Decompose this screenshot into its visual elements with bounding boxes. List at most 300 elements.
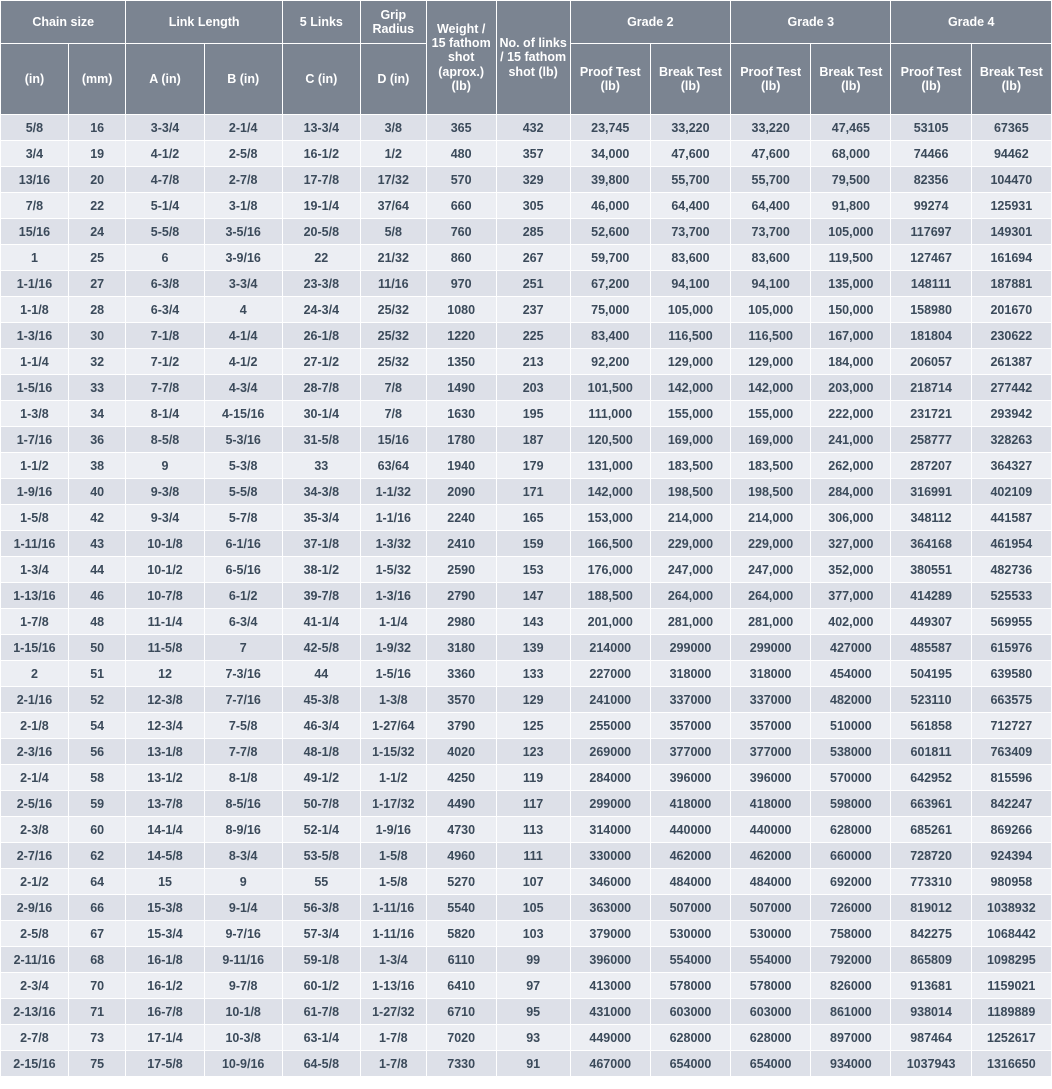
table-row — [1, 687, 1052, 713]
table-cell: 284000 — [570, 765, 650, 791]
table-cell: 1252617 — [971, 1025, 1051, 1051]
table-cell: 3180 — [426, 635, 496, 661]
table-cell: 561858 — [891, 713, 971, 739]
table-cell: 5/8 — [360, 219, 426, 245]
table-cell: 1-3/4 — [360, 947, 426, 973]
table-row — [1, 115, 1052, 141]
table-cell: 654000 — [650, 1051, 730, 1077]
table-cell: 1159021 — [971, 973, 1051, 999]
table-cell: 97 — [496, 973, 570, 999]
table-row — [1, 635, 1052, 661]
table-cell: 64 — [68, 869, 126, 895]
table-cell: 860 — [426, 245, 496, 271]
table-cell: 149301 — [971, 219, 1051, 245]
table-cell: 166,500 — [570, 531, 650, 557]
table-cell: 30 — [68, 323, 126, 349]
table-cell: 2-1/2 — [1, 869, 69, 895]
table-row — [1, 141, 1052, 167]
table-cell: 135,000 — [811, 271, 891, 297]
table-cell: 142,000 — [650, 375, 730, 401]
table-cell: 1098295 — [971, 947, 1051, 973]
table-cell: 861000 — [811, 999, 891, 1025]
table-cell: 1-1/2 — [1, 453, 69, 479]
table-cell: 2980 — [426, 609, 496, 635]
table-cell: 120,500 — [570, 427, 650, 453]
table-cell: 1-5/8 — [1, 505, 69, 531]
table-cell: 55,700 — [650, 167, 730, 193]
table-cell: 8-3/4 — [204, 843, 282, 869]
table-cell: 17-7/8 — [282, 167, 360, 193]
table-cell: 195 — [496, 401, 570, 427]
table-cell: 24 — [68, 219, 126, 245]
table-cell: 462000 — [731, 843, 811, 869]
table-cell: 7/8 — [1, 193, 69, 219]
table-cell: 826000 — [811, 973, 891, 999]
table-cell: 628000 — [811, 817, 891, 843]
table-cell: 99 — [496, 947, 570, 973]
table-cell: 8-1/4 — [126, 401, 204, 427]
table-cell: 2790 — [426, 583, 496, 609]
header-group-chain-size: Chain size — [1, 1, 126, 44]
table-cell: 9 — [204, 869, 282, 895]
table-cell: 28 — [68, 297, 126, 323]
table-cell: 71 — [68, 999, 126, 1025]
table-cell: 6-5/16 — [204, 557, 282, 583]
table-row — [1, 453, 1052, 479]
table-cell: 2-1/16 — [1, 687, 69, 713]
table-cell: 7-7/8 — [204, 739, 282, 765]
table-cell: 2-13/16 — [1, 999, 69, 1025]
table-row — [1, 661, 1052, 687]
table-cell: 454000 — [811, 661, 891, 687]
table-cell: 8-5/8 — [126, 427, 204, 453]
table-cell: 67,200 — [570, 271, 650, 297]
table-cell: 4-1/2 — [204, 349, 282, 375]
table-cell: 507000 — [731, 895, 811, 921]
table-cell: 37-1/8 — [282, 531, 360, 557]
table-cell: 247,000 — [650, 557, 730, 583]
table-cell: 51 — [68, 661, 126, 687]
table-cell: 5/8 — [1, 115, 69, 141]
table-cell: 1-7/8 — [360, 1051, 426, 1077]
table-cell: 364327 — [971, 453, 1051, 479]
table-cell: 1/2 — [360, 141, 426, 167]
table-cell: 4-3/4 — [204, 375, 282, 401]
table-cell: 2-3/16 — [1, 739, 69, 765]
table-cell: 104470 — [971, 167, 1051, 193]
table-cell: 251 — [496, 271, 570, 297]
table-cell: 111,000 — [570, 401, 650, 427]
table-cell: 153,000 — [570, 505, 650, 531]
table-cell: 287207 — [891, 453, 971, 479]
table-cell: 44 — [282, 661, 360, 687]
table-cell: 2-5/16 — [1, 791, 69, 817]
table-cell: 663961 — [891, 791, 971, 817]
table-row — [1, 323, 1052, 349]
table-cell: 73,700 — [650, 219, 730, 245]
table-cell: 628000 — [731, 1025, 811, 1051]
table-cell: 61-7/8 — [282, 999, 360, 1025]
table-cell: 101,500 — [570, 375, 650, 401]
table-cell: 1-11/16 — [360, 921, 426, 947]
table-cell: 241000 — [570, 687, 650, 713]
table-cell: 27-1/2 — [282, 349, 360, 375]
table-cell: 64,400 — [731, 193, 811, 219]
table-cell: 4-15/16 — [204, 401, 282, 427]
table-cell: 13-7/8 — [126, 791, 204, 817]
table-cell: 5-1/4 — [126, 193, 204, 219]
table-cell: 418000 — [650, 791, 730, 817]
table-cell: 601811 — [891, 739, 971, 765]
table-cell: 66 — [68, 895, 126, 921]
table-cell: 819012 — [891, 895, 971, 921]
table-cell: 482000 — [811, 687, 891, 713]
table-cell: 34-3/8 — [282, 479, 360, 505]
table-cell: 728720 — [891, 843, 971, 869]
table-row — [1, 999, 1052, 1025]
table-cell: 938014 — [891, 999, 971, 1025]
table-cell: 554000 — [650, 947, 730, 973]
table-cell: 35-3/4 — [282, 505, 360, 531]
table-cell: 441587 — [971, 505, 1051, 531]
table-cell: 281,000 — [731, 609, 811, 635]
table-cell: 58 — [68, 765, 126, 791]
table-cell: 530000 — [650, 921, 730, 947]
table-cell: 1-5/32 — [360, 557, 426, 583]
table-cell: 28-7/8 — [282, 375, 360, 401]
table-cell: 47,600 — [650, 141, 730, 167]
table-cell: 15 — [126, 869, 204, 895]
table-cell: 16-7/8 — [126, 999, 204, 1025]
table-cell: 1-5/16 — [1, 375, 69, 401]
table-cell: 530000 — [731, 921, 811, 947]
table-cell: 5270 — [426, 869, 496, 895]
table-cell: 2-7/8 — [1, 1025, 69, 1051]
table-cell: 116,500 — [731, 323, 811, 349]
table-cell: 2-1/8 — [1, 713, 69, 739]
table-cell: 6-3/4 — [204, 609, 282, 635]
table-cell: 7-1/2 — [126, 349, 204, 375]
table-cell: 3-5/16 — [204, 219, 282, 245]
table-cell: 504195 — [891, 661, 971, 687]
table-cell: 9-7/8 — [204, 973, 282, 999]
table-cell: 201670 — [971, 297, 1051, 323]
table-cell: 5820 — [426, 921, 496, 947]
table-cell: 82356 — [891, 167, 971, 193]
table-cell: 1-27/32 — [360, 999, 426, 1025]
table-cell: 23-3/8 — [282, 271, 360, 297]
table-cell: 56 — [68, 739, 126, 765]
table-cell: 1 — [1, 245, 69, 271]
table-cell: 3-3/4 — [126, 115, 204, 141]
table-cell: 449000 — [570, 1025, 650, 1051]
table-cell: 337000 — [731, 687, 811, 713]
table-cell: 68,000 — [811, 141, 891, 167]
table-cell: 5-3/8 — [204, 453, 282, 479]
table-cell: 934000 — [811, 1051, 891, 1077]
table-cell: 1-3/4 — [1, 557, 69, 583]
header-group-no-of-links: No. of links / 15 fathom shot (lb) — [496, 1, 570, 115]
table-cell: 7/8 — [360, 401, 426, 427]
table-header — [1, 1, 1052, 115]
table-row — [1, 583, 1052, 609]
header-chain-size-in: (in) — [1, 44, 69, 115]
table-body — [1, 115, 1052, 1077]
table-cell: 213 — [496, 349, 570, 375]
table-cell: 22 — [68, 193, 126, 219]
table-cell: 427000 — [811, 635, 891, 661]
table-cell: 299000 — [650, 635, 730, 661]
table-cell: 62 — [68, 843, 126, 869]
table-cell: 44 — [68, 557, 126, 583]
table-cell: 64-5/8 — [282, 1051, 360, 1077]
table-cell: 33 — [68, 375, 126, 401]
table-cell: 396000 — [650, 765, 730, 791]
table-cell: 55 — [282, 869, 360, 895]
table-cell: 12-3/4 — [126, 713, 204, 739]
table-cell: 32 — [68, 349, 126, 375]
table-cell: 924394 — [971, 843, 1051, 869]
table-cell: 1-3/16 — [1, 323, 69, 349]
table-cell: 8-5/16 — [204, 791, 282, 817]
table-cell: 1-7/8 — [360, 1025, 426, 1051]
table-cell: 148111 — [891, 271, 971, 297]
table-cell: 578000 — [650, 973, 730, 999]
table-cell: 262,000 — [811, 453, 891, 479]
table-cell: 1-13/16 — [1, 583, 69, 609]
table-cell: 10-3/8 — [204, 1025, 282, 1051]
table-cell: 396000 — [570, 947, 650, 973]
table-cell: 129,000 — [650, 349, 730, 375]
table-cell: 131,000 — [570, 453, 650, 479]
table-cell: 663575 — [971, 687, 1051, 713]
table-cell: 377000 — [650, 739, 730, 765]
table-cell: 4 — [204, 297, 282, 323]
table-cell: 119 — [496, 765, 570, 791]
table-cell: 432 — [496, 115, 570, 141]
table-cell: 414289 — [891, 583, 971, 609]
table-cell: 46-3/4 — [282, 713, 360, 739]
table-cell: 47,600 — [731, 141, 811, 167]
table-cell: 7-7/16 — [204, 687, 282, 713]
header-grade3-proof-test: Proof Test (lb) — [731, 44, 811, 115]
table-cell: 6710 — [426, 999, 496, 1025]
table-cell: 7020 — [426, 1025, 496, 1051]
table-cell: 7-1/8 — [126, 323, 204, 349]
table-cell: 2590 — [426, 557, 496, 583]
table-cell: 1490 — [426, 375, 496, 401]
table-cell: 314000 — [570, 817, 650, 843]
table-cell: 247,000 — [731, 557, 811, 583]
table-cell: 33 — [282, 453, 360, 479]
table-cell: 2090 — [426, 479, 496, 505]
table-cell: 380551 — [891, 557, 971, 583]
table-row — [1, 245, 1052, 271]
table-cell: 7 — [204, 635, 282, 661]
table-row — [1, 401, 1052, 427]
table-cell: 111 — [496, 843, 570, 869]
table-cell: 1-1/16 — [360, 505, 426, 531]
table-cell: 150,000 — [811, 297, 891, 323]
table-cell: 1-5/16 — [360, 661, 426, 687]
table-cell: 461954 — [971, 531, 1051, 557]
table-cell: 792000 — [811, 947, 891, 973]
table-cell: 155,000 — [650, 401, 730, 427]
table-cell: 165 — [496, 505, 570, 531]
table-cell: 277442 — [971, 375, 1051, 401]
table-cell: 107 — [496, 869, 570, 895]
table-cell: 125 — [496, 713, 570, 739]
table-cell: 603000 — [650, 999, 730, 1025]
table-cell: 402,000 — [811, 609, 891, 635]
table-cell: 45-3/8 — [282, 687, 360, 713]
table-cell: 25 — [68, 245, 126, 271]
table-cell: 241,000 — [811, 427, 891, 453]
table-cell: 815596 — [971, 765, 1051, 791]
table-cell: 55,700 — [731, 167, 811, 193]
table-cell: 83,400 — [570, 323, 650, 349]
table-cell: 159 — [496, 531, 570, 557]
table-cell: 19 — [68, 141, 126, 167]
table-cell: 161694 — [971, 245, 1051, 271]
table-cell: 179 — [496, 453, 570, 479]
table-cell: 305 — [496, 193, 570, 219]
table-cell: 15-3/4 — [126, 921, 204, 947]
table-cell: 53-5/8 — [282, 843, 360, 869]
table-cell: 60-1/2 — [282, 973, 360, 999]
table-cell: 70 — [68, 973, 126, 999]
table-cell: 79,500 — [811, 167, 891, 193]
table-cell: 1-3/8 — [360, 687, 426, 713]
table-cell: 413000 — [570, 973, 650, 999]
table-cell: 169,000 — [650, 427, 730, 453]
table-row — [1, 791, 1052, 817]
table-cell: 16-1/2 — [126, 973, 204, 999]
table-cell: 578000 — [731, 973, 811, 999]
table-cell: 462000 — [650, 843, 730, 869]
header-grade4-proof-test: Proof Test (lb) — [891, 44, 971, 115]
table-row — [1, 297, 1052, 323]
table-cell: 40 — [68, 479, 126, 505]
table-cell: 3/8 — [360, 115, 426, 141]
table-cell: 27 — [68, 271, 126, 297]
table-cell: 431000 — [570, 999, 650, 1025]
table-cell: 5540 — [426, 895, 496, 921]
table-cell: 83,600 — [650, 245, 730, 271]
table-cell: 14-5/8 — [126, 843, 204, 869]
table-cell: 3-1/8 — [204, 193, 282, 219]
table-cell: 1-5/8 — [360, 843, 426, 869]
table-cell: 337000 — [650, 687, 730, 713]
table-row — [1, 765, 1052, 791]
table-cell: 129,000 — [731, 349, 811, 375]
header-group-five-links: 5 Links — [282, 1, 360, 44]
table-cell: 1-15/32 — [360, 739, 426, 765]
table-cell: 105,000 — [650, 297, 730, 323]
table-cell: 53105 — [891, 115, 971, 141]
table-cell: 43 — [68, 531, 126, 557]
table-cell: 7330 — [426, 1051, 496, 1077]
table-cell: 328263 — [971, 427, 1051, 453]
table-cell: 712727 — [971, 713, 1051, 739]
table-cell: 485587 — [891, 635, 971, 661]
table-cell: 484000 — [650, 869, 730, 895]
table-cell: 117697 — [891, 219, 971, 245]
table-cell: 19-1/4 — [282, 193, 360, 219]
table-cell: 59 — [68, 791, 126, 817]
header-grade2-break-test: Break Test (lb) — [650, 44, 730, 115]
table-cell: 176,000 — [570, 557, 650, 583]
table-cell: 23,745 — [570, 115, 650, 141]
table-cell: 987464 — [891, 1025, 971, 1051]
table-cell: 12 — [126, 661, 204, 687]
table-cell: 183,500 — [731, 453, 811, 479]
table-cell: 39-7/8 — [282, 583, 360, 609]
table-cell: 1630 — [426, 401, 496, 427]
table-cell: 569955 — [971, 609, 1051, 635]
table-cell: 4960 — [426, 843, 496, 869]
table-row — [1, 479, 1052, 505]
table-cell: 36 — [68, 427, 126, 453]
table-cell: 48-1/8 — [282, 739, 360, 765]
table-cell: 229,000 — [650, 531, 730, 557]
table-cell: 379000 — [570, 921, 650, 947]
table-cell: 6-3/8 — [126, 271, 204, 297]
table-cell: 3570 — [426, 687, 496, 713]
table-cell: 4490 — [426, 791, 496, 817]
table-cell: 869266 — [971, 817, 1051, 843]
table-cell: 225 — [496, 323, 570, 349]
table-row — [1, 1025, 1052, 1051]
table-cell: 639580 — [971, 661, 1051, 687]
table-cell: 3360 — [426, 661, 496, 687]
table-cell: 1-9/32 — [360, 635, 426, 661]
table-cell: 897000 — [811, 1025, 891, 1051]
table-cell: 9-3/4 — [126, 505, 204, 531]
table-cell: 198,500 — [731, 479, 811, 505]
table-cell: 54 — [68, 713, 126, 739]
table-cell: 52 — [68, 687, 126, 713]
table-cell: 554000 — [731, 947, 811, 973]
table-cell: 2-11/16 — [1, 947, 69, 973]
table-cell: 396000 — [731, 765, 811, 791]
table-cell: 15/16 — [1, 219, 69, 245]
table-cell: 482736 — [971, 557, 1051, 583]
table-cell: 1-3/16 — [360, 583, 426, 609]
table-cell: 281,000 — [650, 609, 730, 635]
table-cell: 9-11/16 — [204, 947, 282, 973]
table-cell: 10-7/8 — [126, 583, 204, 609]
table-cell: 231721 — [891, 401, 971, 427]
table-cell: 214,000 — [650, 505, 730, 531]
table-cell: 42 — [68, 505, 126, 531]
table-cell: 4020 — [426, 739, 496, 765]
table-row — [1, 817, 1052, 843]
table-cell: 24-3/4 — [282, 297, 360, 323]
table-cell: 1-27/64 — [360, 713, 426, 739]
table-cell: 17-5/8 — [126, 1051, 204, 1077]
table-cell: 660000 — [811, 843, 891, 869]
table-cell: 6-1/16 — [204, 531, 282, 557]
table-cell: 105,000 — [731, 297, 811, 323]
table-cell: 17-1/4 — [126, 1025, 204, 1051]
table-cell: 628000 — [650, 1025, 730, 1051]
table-cell: 6110 — [426, 947, 496, 973]
table-cell: 269000 — [570, 739, 650, 765]
table-cell: 1-1/2 — [360, 765, 426, 791]
table-row — [1, 375, 1052, 401]
table-cell: 1-9/16 — [1, 479, 69, 505]
